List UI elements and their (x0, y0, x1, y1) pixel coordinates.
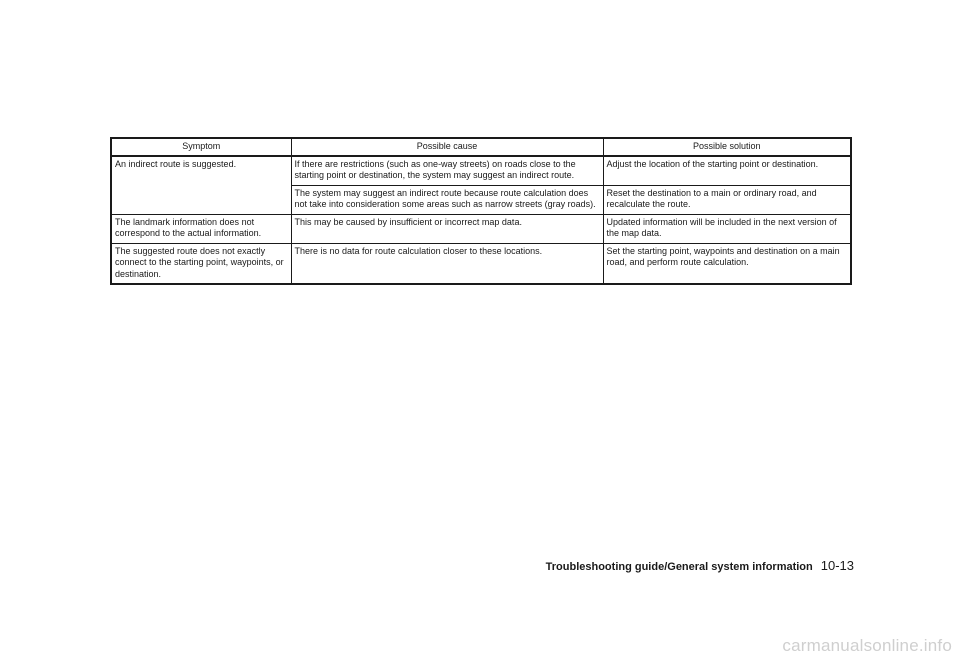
symptom-cell: The suggested route does not exactly connect to the starting point, waypoints, or destination. (111, 243, 291, 284)
symptom-cell: An indirect route is suggested. (111, 156, 291, 215)
solution-cell: Updated information will be included in the next version of the map data. (603, 214, 851, 243)
watermark-text: carmanualsonline.info (782, 636, 952, 655)
solution-cell: Reset the destination to a main or ordinary road, and recalculate the route. (603, 185, 851, 214)
troubleshooting-table (110, 137, 852, 285)
cause-cell: There is no data for route calculation closer to these locations. (291, 243, 603, 284)
header-possible-solution: Possible solution (603, 138, 851, 156)
cause-cell: If there are restrictions (such as one-way streets) on roads close to the starting point or destination, the system may suggest an indirect route. (291, 156, 603, 186)
solution-cell: Adjust the location of the starting point or destination. (603, 156, 851, 186)
header-symptom: Symptom (111, 138, 291, 156)
header-possible-cause: Possible cause (291, 138, 603, 156)
table-row (111, 243, 851, 284)
symptom-cell: The landmark information does not correspond to the actual information. (111, 214, 291, 243)
table-row (111, 156, 851, 186)
table-row (111, 214, 851, 243)
footer-section-title: Troubleshooting guide/General system information (545, 561, 813, 573)
solution-cell: Set the starting point, waypoints and destination on a main road, and perform route calculation. (603, 243, 851, 284)
cause-cell: The system may suggest an indirect route because route calculation does not take into consideration some areas such as narrow streets (gray roads). (291, 185, 603, 214)
footer-page-number: 10-13 (820, 558, 854, 573)
cause-cell: This may be caused by insufficient or incorrect map data. (291, 214, 603, 243)
table-header-row (111, 138, 851, 156)
troubleshooting-table-container (110, 137, 850, 285)
page-footer (546, 558, 854, 573)
